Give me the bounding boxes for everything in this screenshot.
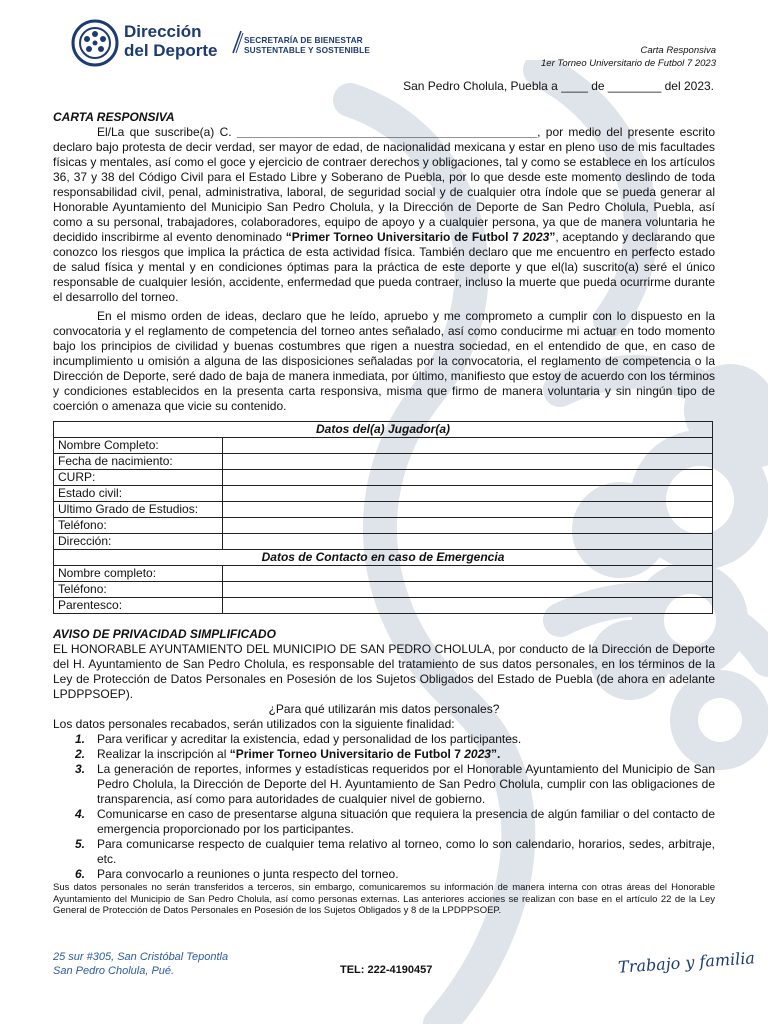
header-logo xyxy=(70,18,370,68)
list-item-number: 4. xyxy=(75,807,86,821)
list-item xyxy=(75,867,715,882)
list-item xyxy=(75,762,715,807)
field-value-cell[interactable] xyxy=(223,454,713,470)
main-content xyxy=(53,110,715,917)
table-row xyxy=(54,438,713,454)
table-row xyxy=(54,454,713,470)
table-row xyxy=(54,518,713,534)
letter-paragraph-1 xyxy=(53,125,715,305)
field-value-cell[interactable] xyxy=(223,566,713,582)
list-item-event-name: “Primer Torneo Universitario de Futbol 7 xyxy=(229,747,465,761)
field-label: CURP: xyxy=(54,470,223,486)
privacy-question: ¿Para qué utilizarán mis datos personales? xyxy=(268,702,500,716)
section-title: Datos de Contacto en caso de Emergencia xyxy=(54,550,713,566)
footer-slogan-logo: Trabajo y familia xyxy=(617,948,756,977)
table-row xyxy=(54,470,713,486)
sports-directorate-emblem-icon xyxy=(70,18,120,68)
list-item-number: 1. xyxy=(75,732,86,746)
p1-end: , aceptando y declarando que conozco los riesgos que implica la práctica de esta actividad física. También declaro que me encuentro en perfecto estado de salud física y mental y en condiciones óptimas para la práctica de este deporte y que el(la) suscrito(a) seré el único responsable de cualquier lesión, accidente, enfermedad que pueda contraer, incluso la muerte que pueda ocurrirme durante el desarrollo del torneo. xyxy=(53,230,715,304)
ministry-name xyxy=(244,35,370,55)
field-label: Estado civil: xyxy=(54,486,223,502)
field-label: Teléfono: xyxy=(54,582,223,598)
event-close: ” xyxy=(549,230,556,244)
list-item-number: 5. xyxy=(75,837,86,851)
field-value-cell[interactable] xyxy=(223,534,713,550)
field-label: Fecha de nacimiento: xyxy=(54,454,223,470)
list-item-text: Para verificar y acreditar la existencia, edad y personalidad de los participantes. xyxy=(97,732,522,746)
privacy-footnote: Sus datos personales no serán transferidos a terceros, sin embargo, comunicaremos su información de manera interna con otras áreas del Honorable Ayuntamiento del Municipio de San Pedro Cholula, así como personas externas. Las anteriores acciones se realizan con base en el artículo 22 de la Ley General de Protección de Datos Personales en Posesión de los Sujetos Obligados y 8 de la LPDPPSOEP. xyxy=(53,882,715,916)
place-date-line: San Pedro Cholula, Puebla a ____ de ________ del 2023. xyxy=(403,79,714,93)
table-section-header xyxy=(54,422,713,438)
field-value-cell[interactable] xyxy=(223,598,713,614)
field-label: Nombre Completo: xyxy=(54,438,223,454)
org-title-line1: Dirección xyxy=(124,22,202,41)
footer-address xyxy=(53,950,228,978)
name-blank: _____________________________________________ xyxy=(236,125,538,139)
list-item xyxy=(75,732,715,747)
field-value-cell[interactable] xyxy=(223,470,713,486)
p1-body: , por medio del presente escrito declaro bajo protesta de decir verdad, ser mayor de edad, de nacionalidad mexicana y estar en pleno uso de mis facultades físicas y mentales, así como el goce y ejercicio de contraer derechos y obligaciones, tal y como se establece en los artículos 36, 37 y 38 del Código Civil para el Estado Libre y Soberano de Puebla, por lo que desde este momento deslindo de toda responsabilidad civil, penal, administrativa, laboral, de seguridad social y de cualquier otra índole que se pueda generar al Honorable Ayuntamiento del Municipio San Pedro Cholula, y la Dirección de Deporte de San Pedro Cholula, Puebla, así como a su personal, trabajadores, colaboradores, equipo de apoyo y a cualquier persona, ya que de manera voluntaria he decidido inscribirme al evento denominado xyxy=(53,125,715,244)
list-item-number: 6. xyxy=(75,867,86,881)
list-item xyxy=(75,837,715,867)
list-item xyxy=(75,747,715,762)
table-row xyxy=(54,502,713,518)
section-title: Datos del(a) Jugador(a) xyxy=(54,422,713,438)
field-value-cell[interactable] xyxy=(223,438,713,454)
ministry-slash-icon xyxy=(230,30,244,54)
field-value-cell[interactable] xyxy=(223,486,713,502)
field-label: Teléfono: xyxy=(54,518,223,534)
purposes-list xyxy=(53,732,715,882)
org-title xyxy=(124,22,218,60)
registration-table xyxy=(53,421,713,614)
table-row xyxy=(54,534,713,550)
list-item-text: Para convocarlo a reuniones o junta respecto del torneo. xyxy=(97,867,399,881)
doc-event: 1er Torneo Universitario de Futbol 7 2023 xyxy=(541,58,716,69)
list-item-text: La generación de reportes, informes y estadísticas requeridos por el Honorable Ayuntamiento del Municipio de San Pedro Cholula, la Dirección de Deporte del H. Ayuntamiento de San Pedro Cholula, cumplir con las obligaciones de transparencia, así como para autoridades de cualquier nivel de gobierno. xyxy=(97,762,715,806)
event-name: “Primer Torneo Universitario de Futbol 7 xyxy=(285,230,523,244)
list-item-event-close: ”. xyxy=(490,747,501,761)
list-item-text: Comunicarse en caso de presentarse alguna situación que requiera la presencia de algún familiar o del contacto de emergencia proporcionado por los participantes. xyxy=(97,807,715,836)
ministry-line1: SECRETARÍA DE BIENESTAR xyxy=(244,35,363,45)
doc-type: Carta Responsiva xyxy=(640,45,716,56)
letter-paragraph-2: En el mismo orden de ideas, declaro que he leído, apruebo y me comprometo a cumplir con lo dispuesto en la convocatoria y el reglamento de competencia del torneo antes señalado, así como conducirme mi actuar en todo momento bajo los principios de civilidad y buenas costumbres que rigen a nuestra sociedad, en el entendido de que, en caso de incumplimiento u omisión a alguna de las disposiciones señaladas por la convocatoria, el reglamento de competencia o la Dirección de Deporte, seré dado de baja de manera inmediata, por último, manifiesto que estoy de acuerdo con los términos y condiciones establecidos en la presenta carta responsiva, misma que firmo de manera voluntaria y sin ningún tipo de coerción o amenaza que vicie su contenido. xyxy=(53,309,715,413)
list-item-number: 3. xyxy=(75,762,86,776)
field-label: Dirección: xyxy=(54,534,223,550)
p1-start: El/La que suscribe(a) C. xyxy=(97,125,237,139)
field-label: Ultimo Grado de Estudios: xyxy=(54,502,223,518)
privacy-intro: EL HONORABLE AYUNTAMIENTO DEL MUNICIPIO DE SAN PEDRO CHOLULA, por conducto de la Dirección de Deporte del H. Ayuntamiento de San Pedro Cholula, es responsable del tratamiento de sus datos personales, en los términos de la Ley de Protección de Datos Personales en Posesión de los Sujetos Obligados del Estado de Puebla (de ahora en adelante LPDPPSOEP). xyxy=(53,642,715,701)
address-line2: San Pedro Cholula, Pué. xyxy=(53,965,175,977)
table-row xyxy=(54,566,713,582)
ministry-line2: SUSTENTABLE Y SOSTENIBLE xyxy=(244,45,370,55)
field-label: Nombre completo: xyxy=(54,566,223,582)
privacy-notice xyxy=(53,627,715,917)
list-item-event-year: 2023 xyxy=(464,747,491,761)
table-section-header xyxy=(54,550,713,566)
field-value-cell[interactable] xyxy=(223,582,713,598)
privacy-title: AVISO DE PRIVACIDAD SIMPLIFICADO xyxy=(53,627,276,641)
list-item-text: Realizar la inscripción al xyxy=(97,747,230,761)
table-row xyxy=(54,582,713,598)
field-value-cell[interactable] xyxy=(223,502,713,518)
registration-table-body xyxy=(54,422,713,614)
field-value-cell[interactable] xyxy=(223,518,713,534)
list-item-text: Para comunicarse respecto de cualquier tema relativo al torneo, como lo son calendario, horarios, sedes, arbitraje, etc. xyxy=(97,837,715,866)
table-row xyxy=(54,598,713,614)
event-year: 2023 xyxy=(522,230,550,244)
table-row xyxy=(54,486,713,502)
field-label: Parentesco: xyxy=(54,598,223,614)
org-title-line2: del Deporte xyxy=(124,41,218,60)
privacy-lead: Los datos personales recabados, serán utilizados con la siguiente finalidad: xyxy=(53,717,455,731)
address-line1: 25 sur #305, San Cristóbal Tepontla xyxy=(53,951,229,963)
footer-phone: TEL: 222-4190457 xyxy=(340,964,433,976)
list-item-number: 2. xyxy=(75,747,86,761)
document-meta xyxy=(541,44,716,70)
letter-title: CARTA RESPONSIVA xyxy=(53,110,175,124)
list-item xyxy=(75,807,715,837)
